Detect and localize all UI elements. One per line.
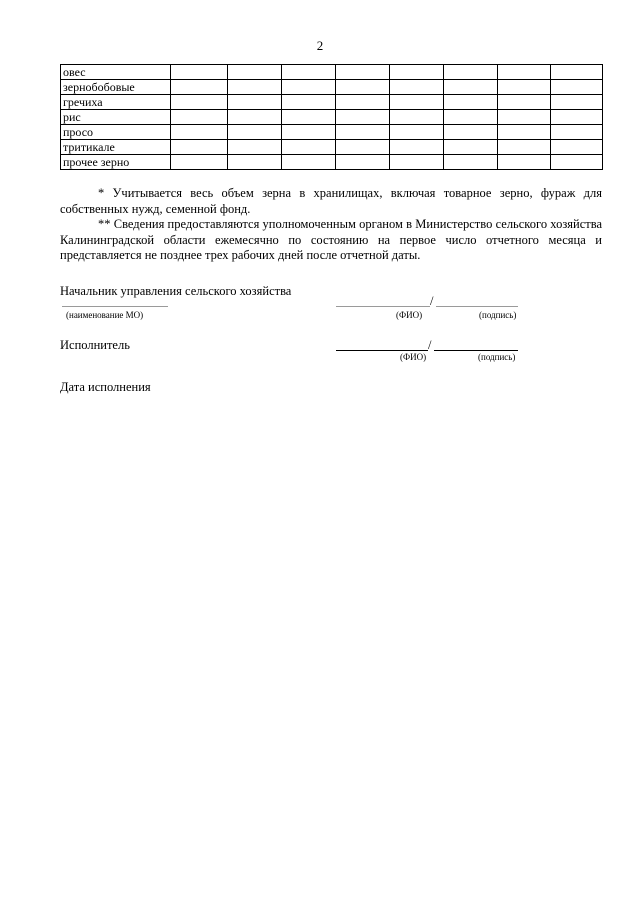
value-cell	[498, 110, 551, 125]
mo-name-line	[62, 306, 168, 307]
value-cell	[551, 65, 603, 80]
value-cell	[336, 125, 390, 140]
value-cell	[551, 95, 603, 110]
value-cell	[390, 110, 444, 125]
value-cell	[282, 65, 336, 80]
value-cell	[228, 80, 282, 95]
value-cell	[390, 125, 444, 140]
value-cell	[498, 95, 551, 110]
table-row	[61, 80, 603, 95]
value-cell	[390, 80, 444, 95]
value-cell	[171, 65, 228, 80]
date-label: Дата исполнения	[60, 380, 151, 394]
crop-name-cell: зернобобовые	[61, 80, 171, 95]
value-cell	[282, 125, 336, 140]
value-cell	[390, 95, 444, 110]
footnotes	[60, 186, 602, 264]
value-cell	[444, 140, 498, 155]
value-cell	[444, 80, 498, 95]
crop-name-cell: прочее зерно	[61, 155, 171, 170]
table-row	[61, 65, 603, 80]
value-cell	[228, 140, 282, 155]
value-cell	[498, 80, 551, 95]
value-cell	[228, 95, 282, 110]
table-row	[61, 155, 603, 170]
value-cell	[444, 95, 498, 110]
value-cell	[336, 80, 390, 95]
value-cell	[498, 140, 551, 155]
value-cell	[228, 155, 282, 170]
crop-name-cell: тритикале	[61, 140, 171, 155]
value-cell	[551, 125, 603, 140]
value-cell	[444, 155, 498, 170]
executor-label: Исполнитель	[60, 338, 130, 352]
value-cell	[444, 110, 498, 125]
value-cell	[282, 95, 336, 110]
value-cell	[551, 110, 603, 125]
executor-slash: /	[428, 338, 432, 352]
table-row	[61, 140, 603, 155]
table-row	[61, 125, 603, 140]
executor-sign-line	[434, 350, 518, 351]
value-cell	[336, 110, 390, 125]
value-cell	[336, 65, 390, 80]
value-cell	[171, 110, 228, 125]
value-cell	[171, 125, 228, 140]
head-sign-line	[436, 306, 518, 307]
value-cell	[390, 155, 444, 170]
value-cell	[171, 95, 228, 110]
crop-name-cell: рис	[61, 110, 171, 125]
value-cell	[390, 140, 444, 155]
value-cell	[498, 65, 551, 80]
value-cell	[498, 155, 551, 170]
value-cell	[336, 155, 390, 170]
value-cell	[228, 110, 282, 125]
value-cell	[228, 125, 282, 140]
crop-name-cell: овес	[61, 65, 171, 80]
mo-caption: (наименование МО)	[66, 310, 144, 320]
value-cell	[282, 80, 336, 95]
value-cell	[282, 140, 336, 155]
footnote-2: ** Сведения предоставляются уполномоченным органом в Министерство сельского хозяйства Калининградской области ежемесячно по состоянию на первое число отчетного месяца и представляется не позднее трех рабочих дней после отчетной даты.	[60, 217, 602, 262]
value-cell	[551, 80, 603, 95]
page-number: 2	[316, 38, 324, 53]
value-cell	[171, 80, 228, 95]
value-cell	[551, 140, 603, 155]
head-fio-caption: (ФИО)	[396, 310, 423, 320]
table-row	[61, 110, 603, 125]
value-cell	[498, 125, 551, 140]
executor-fio-caption: (ФИО)	[400, 352, 427, 362]
head-title: Начальник управления сельского хозяйства	[60, 284, 292, 298]
head-fio-line	[336, 306, 430, 307]
value-cell	[171, 140, 228, 155]
value-cell	[336, 140, 390, 155]
head-sign-caption: (подпись)	[479, 310, 517, 320]
head-slash: /	[430, 294, 434, 308]
value-cell	[282, 110, 336, 125]
value-cell	[282, 155, 336, 170]
value-cell	[551, 155, 603, 170]
value-cell	[444, 125, 498, 140]
value-cell	[390, 65, 444, 80]
value-cell	[444, 65, 498, 80]
value-cell	[228, 65, 282, 80]
grain-table	[60, 64, 603, 170]
value-cell	[171, 155, 228, 170]
executor-fio-line	[336, 350, 428, 351]
table-row	[61, 95, 603, 110]
crop-name-cell: гречиха	[61, 95, 171, 110]
value-cell	[336, 95, 390, 110]
executor-sign-caption: (подпись)	[478, 352, 516, 362]
crop-name-cell: просо	[61, 125, 171, 140]
footnote-1: * Учитывается весь объем зерна в хранилищах, включая товарное зерно, фураж для собственных нужд, семенной фонд.	[60, 186, 602, 216]
